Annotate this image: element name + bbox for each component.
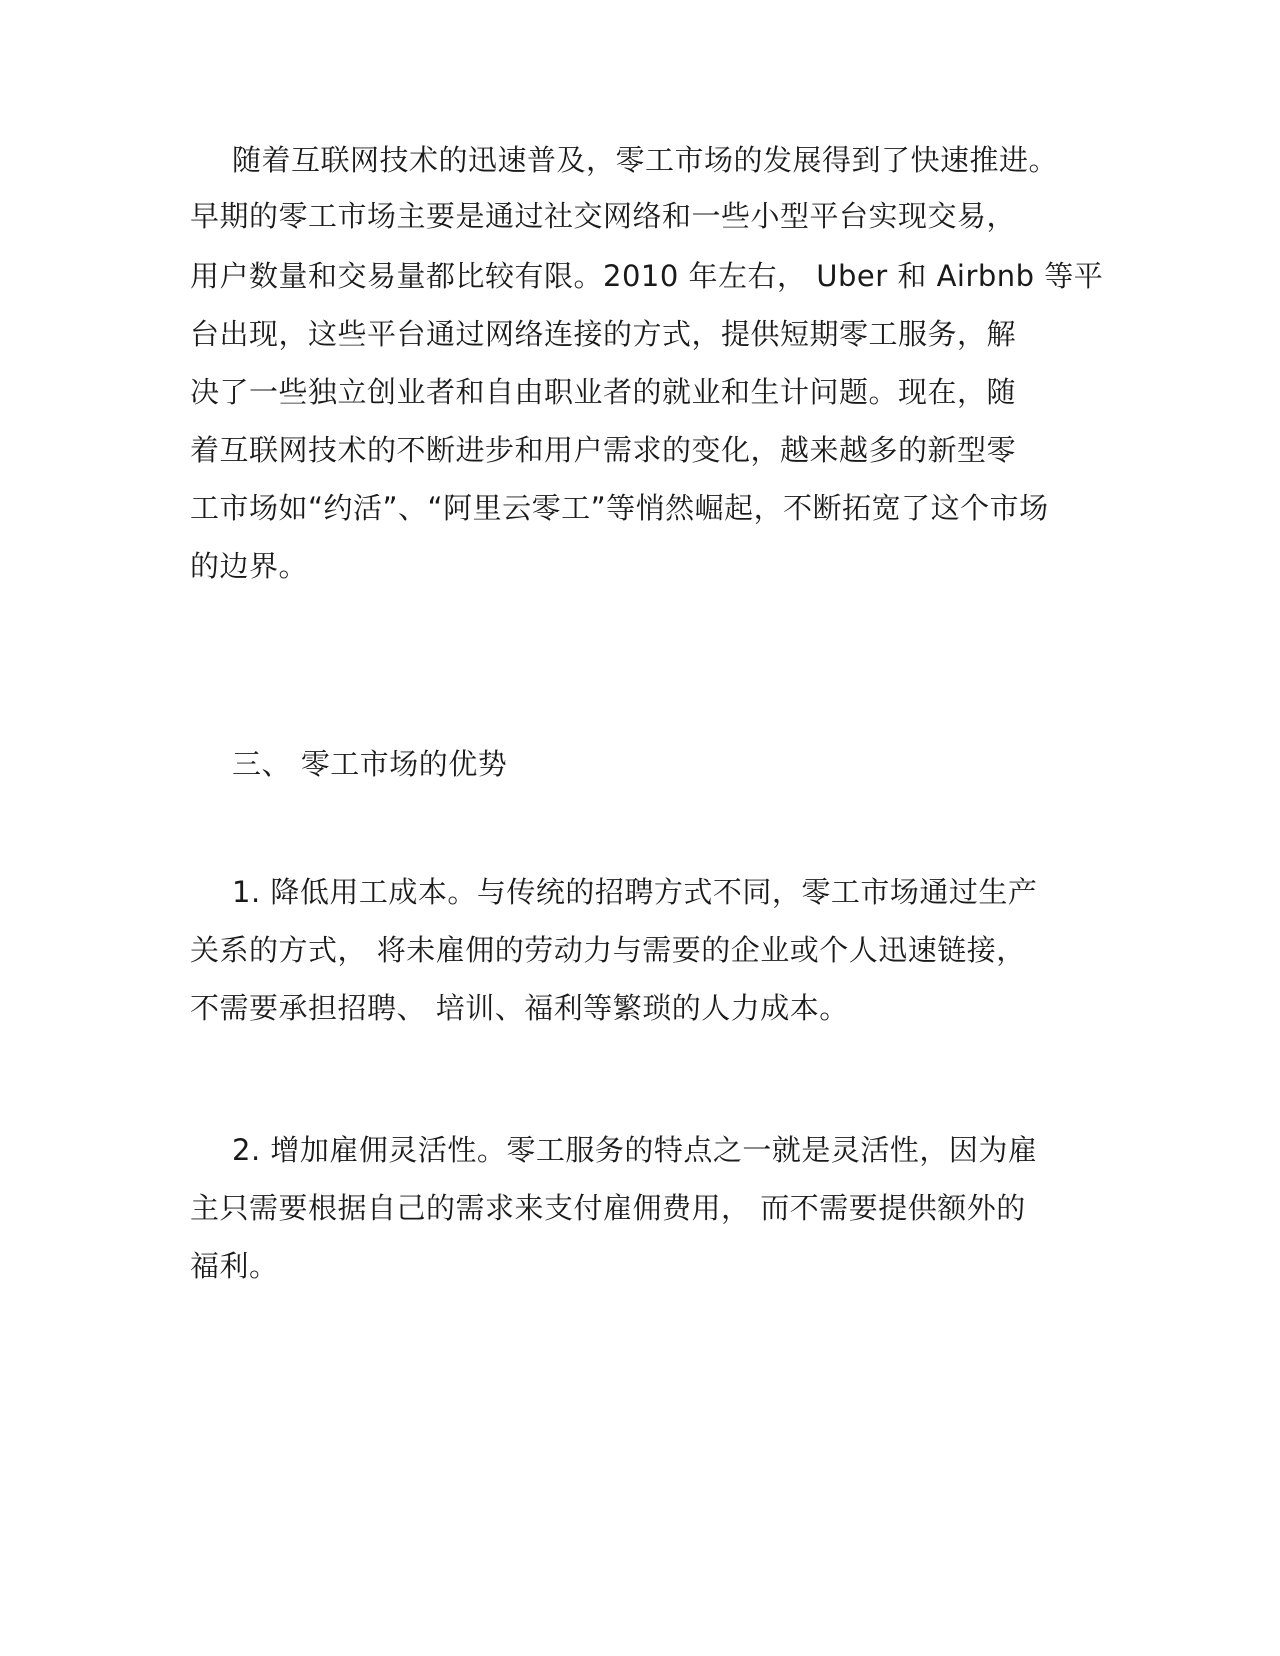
item-1-line-3: 不需要承担招聘、 培训、福利等繁琐的人力成本。 (190, 991, 849, 1025)
item-1-line-1: 1. 降低用工成本。与传统的招聘方式不同，零工市场通过生产 (232, 875, 1038, 909)
section-3-heading: 三、 零工市场的优势 (232, 747, 508, 781)
item-2-line-1: 2. 增加雇佣灵活性。零工服务的特点之一就是灵活性，因为雇 (232, 1133, 1038, 1167)
paragraph-1-line-1: 随着互联网技术的迅速普及，零工市场的发展得到了快速推进。 (232, 143, 1059, 177)
item-1-line-2: 关系的方式， 将未雇佣的劳动力与需要的企业或个人迅速链接， (190, 933, 1026, 967)
paragraph-1-line-6: 着互联网技术的不断进步和用户需求的变化，越来越多的新型零 (190, 433, 1017, 467)
paragraph-1-line-2: 早期的零工市场主要是通过社交网络和一些小型平台实现交易， (190, 199, 1017, 233)
paragraph-1-line-4: 台出现，这些平台通过网络连接的方式，提供短期零工服务，解 (190, 317, 1017, 351)
item-2-line-2: 主只需要根据自己的需求来支付雇佣费用， 而不需要提供额外的 (190, 1191, 1026, 1225)
item-2-line-3: 福利。 (190, 1249, 279, 1283)
paragraph-1-line-3: 用户数量和交易量都比较有限。2010 年左右， Uber 和 Airbnb 等平 (190, 259, 1104, 293)
paragraph-1-line-8: 的边界。 (190, 549, 309, 583)
paragraph-1-line-5: 决了一些独立创业者和自由职业者的就业和生计问题。现在，随 (190, 375, 1017, 409)
paragraph-1-line-7: 工市场如“约活”、“阿里云零工”等悄然崛起，不断拓宽了这个市场 (190, 491, 1049, 525)
